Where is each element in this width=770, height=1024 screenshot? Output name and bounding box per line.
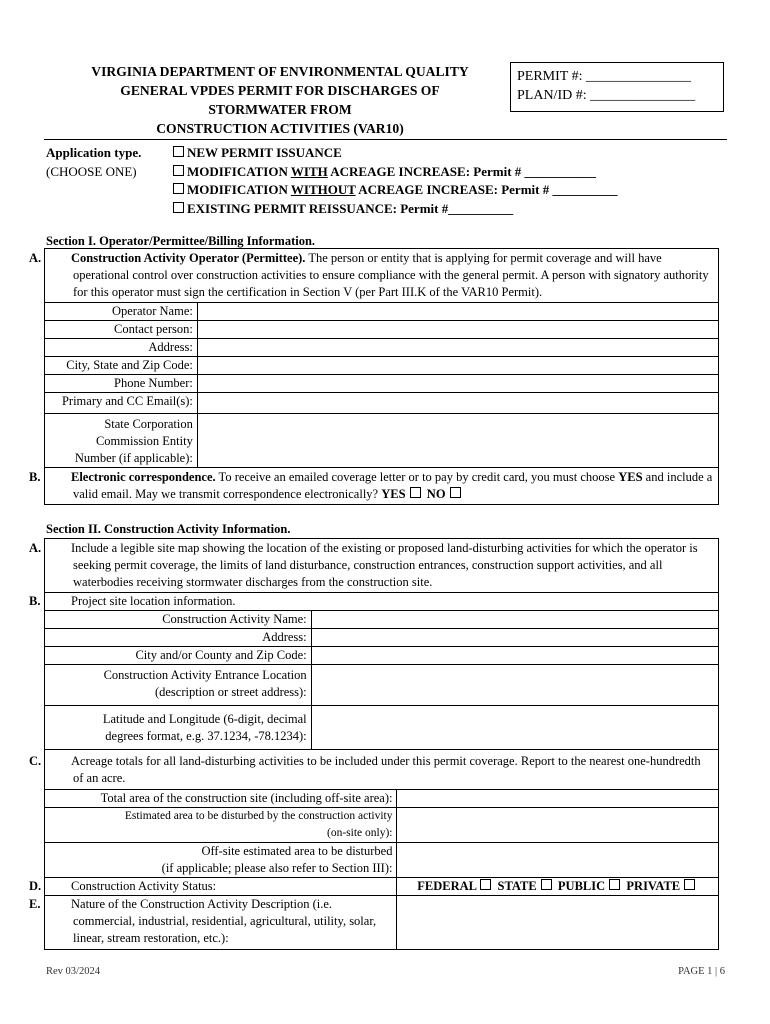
application-type-title: Application type. (46, 145, 142, 160)
yes-checkbox-icon[interactable] (410, 487, 421, 498)
form-title (40, 62, 520, 138)
option-mod-without[interactable]: MODIFICATION WITHOUT ACREAGE INCREASE: Permit # __________ (172, 181, 617, 200)
city-state-zip-input[interactable] (197, 357, 718, 375)
phone-input[interactable] (197, 375, 718, 393)
offsite-area-label: Off-site estimated area to be disturbed (if applicable; please also refer to Section III): (45, 843, 397, 878)
state-checkbox-icon[interactable] (541, 879, 552, 890)
application-type-options (172, 144, 617, 218)
status-private: PRIVATE (626, 879, 681, 893)
operator-name-label: Operator Name: (45, 303, 198, 321)
address-input[interactable] (197, 339, 718, 357)
item-b-location: B. Project site location information. (45, 593, 719, 611)
choose-one-note: (CHOOSE ONE) (46, 163, 137, 179)
revision-date: Rev 03/2024 (46, 966, 100, 977)
offsite-area-input[interactable] (397, 843, 719, 878)
status-state: STATE (497, 879, 537, 893)
item-a-site-map: A. Include a legible site map showing the location of the existing or proposed land-disturbing activities for which the operator is seeking permit coverage, the limits of land disturbance, construction entrances, construction support activities, and all waterbodies receiving stormwater discharges from the construction site. (45, 539, 719, 593)
phone-label: Phone Number: (45, 375, 198, 393)
activity-name-input[interactable] (311, 611, 718, 629)
header-divider (44, 139, 727, 140)
estimated-area-input[interactable] (397, 808, 719, 843)
title-line-4: CONSTRUCTION ACTIVITIES (VAR10) (156, 121, 404, 136)
permit-number-field[interactable]: PERMIT #: _______________ (517, 69, 691, 84)
checkbox-icon[interactable] (173, 165, 184, 176)
item-c-acreage: C. Acreage totals for all land-disturbing activities to be included under this permit coverage. Report to the nearest one-hundredth of an acre. (45, 750, 719, 790)
city-county-zip-input[interactable] (311, 647, 718, 665)
lat-long-label: Latitude and Longitude (6-digit, decimal degrees format, e.g. 37.1234, -78.1234): (45, 706, 312, 750)
federal-checkbox-icon[interactable] (480, 879, 491, 890)
section-1-heading: Section I. Operator/Permittee/Billing Information. (46, 234, 316, 248)
status-options (397, 878, 719, 896)
address-label: Address: (45, 339, 198, 357)
scc-input[interactable] (197, 414, 718, 468)
nature-input[interactable] (397, 896, 719, 950)
public-checkbox-icon[interactable] (609, 879, 620, 890)
activity-name-label: Construction Activity Name: (45, 611, 312, 629)
contact-person-input[interactable] (197, 321, 718, 339)
option-mod-with[interactable]: MODIFICATION WITH ACREAGE INCREASE: Permit # ___________ (172, 163, 617, 182)
private-checkbox-icon[interactable] (684, 879, 695, 890)
title-line-1: VIRGINIA DEPARTMENT OF ENVIRONMENTAL QUALITY (91, 64, 469, 79)
option-reissuance[interactable]: EXISTING PERMIT REISSUANCE: Permit #__________ (172, 200, 617, 219)
email-label: Primary and CC Email(s): (45, 393, 198, 414)
plan-id-field[interactable]: PLAN/ID #: _______________ (517, 88, 696, 103)
title-line-3: STORMWATER FROM (208, 102, 352, 117)
status-public: PUBLIC (557, 879, 606, 893)
section-1-table (29, 248, 719, 505)
checkbox-icon[interactable] (173, 183, 184, 194)
no-checkbox-icon[interactable] (450, 487, 461, 498)
total-area-label: Total area of the construction site (including off-site area): (45, 790, 397, 808)
item-a-operator: A. Construction Activity Operator (Permittee). The person or entity that is applying for permit coverage and will have operational control over construction activities to ensure compliance with the general permit. A person with signatory authority for this operator must sign the certification in Section V (per Part III.K of the VAR10 Permit). (45, 249, 719, 303)
total-area-input[interactable] (397, 790, 719, 808)
operator-name-input[interactable] (197, 303, 718, 321)
item-e-nature: E. Nature of the Construction Activity Description (i.e. commercial, industrial, residential, agricultural, utility, solar, linear, stream restoration, etc.): (45, 896, 397, 950)
checkbox-icon[interactable] (173, 202, 184, 213)
estimated-area-label: Estimated area to be disturbed by the construction activity (on-site only): (45, 808, 397, 843)
entrance-location-input[interactable] (311, 665, 718, 706)
item-b-electronic: B. Electronic correspondence. To receive an emailed coverage letter or to pay by credit card, you must choose YES and include a valid email. May we transmit correspondence electronically? YES NO (45, 468, 719, 505)
site-address-input[interactable] (311, 629, 718, 647)
site-address-label: Address: (45, 629, 312, 647)
no-option: NO (426, 487, 446, 501)
entrance-location-label: Construction Activity Entrance Location (description or street address): (45, 665, 312, 706)
yes-option: YES (381, 487, 406, 501)
title-line-2: GENERAL VPDES PERMIT FOR DISCHARGES OF (120, 83, 440, 98)
email-input[interactable] (197, 393, 718, 414)
item-d-status: D. Construction Activity Status: (45, 878, 397, 896)
application-type-label (46, 144, 141, 181)
scc-label: State Corporation Commission Entity Number (if applicable): (45, 414, 198, 468)
status-federal: FEDERAL (417, 879, 477, 893)
section-2-table (29, 538, 719, 950)
permit-box (510, 62, 724, 112)
option-new-permit[interactable]: NEW PERMIT ISSUANCE (172, 144, 617, 163)
city-county-zip-label: City and/or County and Zip Code: (45, 647, 312, 665)
checkbox-icon[interactable] (173, 146, 184, 157)
page-number: PAGE 1 | 6 (678, 966, 725, 977)
contact-person-label: Contact person: (45, 321, 198, 339)
section-2-heading: Section II. Construction Activity Information. (46, 522, 291, 536)
lat-long-input[interactable] (311, 706, 718, 750)
city-state-zip-label: City, State and Zip Code: (45, 357, 198, 375)
